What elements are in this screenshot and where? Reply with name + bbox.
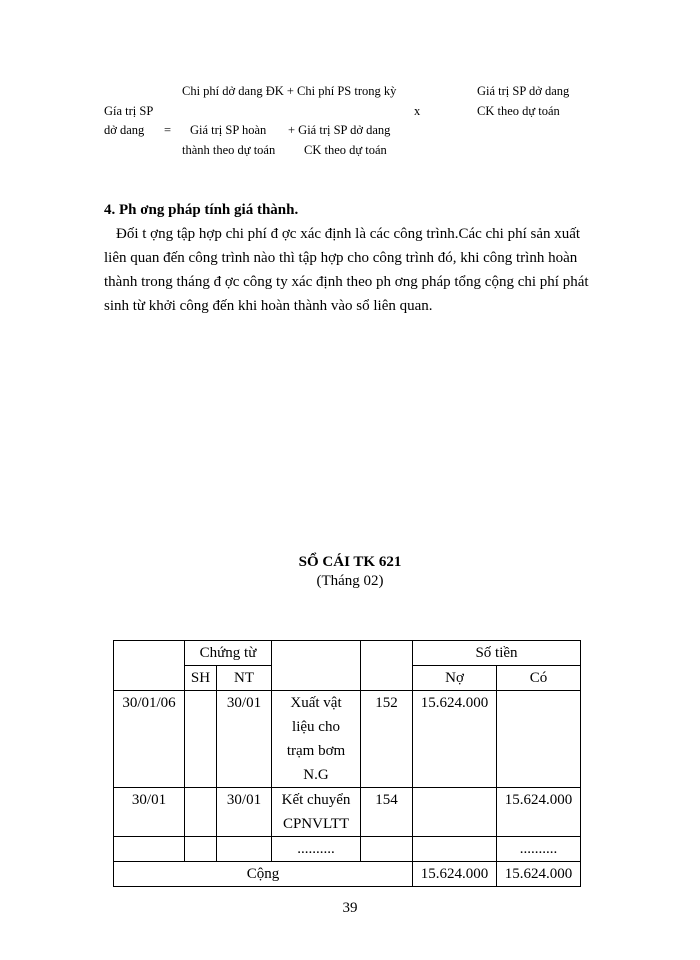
desc-line: Kết chuyển [281,792,351,808]
page-number: 39 [342,900,358,916]
header-nt: NT [217,666,272,691]
cell-desc: .......... [272,837,361,862]
cell-desc [272,691,361,788]
table-row [114,691,581,788]
table-row [114,788,581,837]
cell-desc [272,788,361,837]
paragraph-line: sinh từ khởi công đến khi hoàn thành vào sổ liên quan. [104,298,433,314]
cell-co [497,691,581,788]
header-no: Nợ [413,666,497,691]
cell-co: .......... [497,837,581,862]
header-desc-cell [272,641,361,691]
header-account-cell [361,641,413,691]
total-no: 15.624.000 [413,862,497,887]
formula-equals-sign: = [164,123,172,137]
formula-plus-term: + Giá trị SP dở dang [288,123,391,137]
ledger-subtitle: (Tháng 02) [316,573,384,589]
cell-no [413,788,497,837]
cell-sh [185,788,217,837]
cell-sh [185,691,217,788]
section-paragraph [104,222,644,318]
cell-nt: 30/01 [217,788,272,837]
ledger-table [113,640,581,887]
table-total-row [114,862,581,887]
formula-right-top: Giá trị SP dở dang [477,84,570,98]
desc-line: CPNVLTT [282,816,350,832]
formula-denominator-2a: thành theo dự toán [182,143,276,157]
cell-nt [217,837,272,862]
formula-numerator: Chi phí dở dang ĐK + Chi phí PS trong kỳ [182,84,397,98]
ledger-title: SỔ CÁI TK 621 [298,554,402,570]
header-chung-tu: Chứng từ [185,641,272,666]
formula-times-sign: x [414,104,421,118]
cell-sh [185,837,217,862]
cell-no: 15.624.000 [413,691,497,788]
formula-left-top: Gía trị SP [104,104,154,118]
formula-denominator-1: Giá trị SP hoàn [190,123,267,137]
cell-no [413,837,497,862]
paragraph-line: Đối t ợng tập hợp chi phí đ ợc xác định là các công trình.Các chi phí sản xuất [116,226,581,242]
header-sh: SH [185,666,217,691]
cell-nt: 30/01 [217,691,272,788]
formula-right-bottom: CK theo dự toán [477,104,560,118]
cell-date: 30/01 [114,788,185,837]
cell-date: 30/01/06 [114,691,185,788]
table-header-row [114,641,581,666]
cell-account: 152 [361,691,413,788]
desc-line: liệu cho [292,719,340,735]
formula-left-bottom: dở dang [104,123,145,137]
formula-denominator-2b: CK theo dự toán [304,143,387,157]
desc-line: trạm bơm [286,743,346,759]
paragraph-line: liên quan đến công trình nào thì tập hợp cho công trình đó, khi công trình hoàn [104,250,578,266]
header-date-cell [114,641,185,691]
paragraph-line: thành trong tháng đ ợc công ty xác định theo ph ơng pháp tổng cộng chi phí phát [104,274,589,290]
total-label: Cộng [114,862,413,887]
total-co: 15.624.000 [497,862,581,887]
table-row [114,837,581,862]
cell-co: 15.624.000 [497,788,581,837]
cell-date [114,837,185,862]
desc-line: N.G [303,767,329,783]
cell-account [361,837,413,862]
header-so-tien: Số tiền [413,641,581,666]
header-co: Có [497,666,581,691]
desc-line: Xuất vật [290,695,342,711]
cell-account: 154 [361,788,413,837]
section-heading: 4. Ph ơng pháp tính giá thành. [104,202,299,218]
